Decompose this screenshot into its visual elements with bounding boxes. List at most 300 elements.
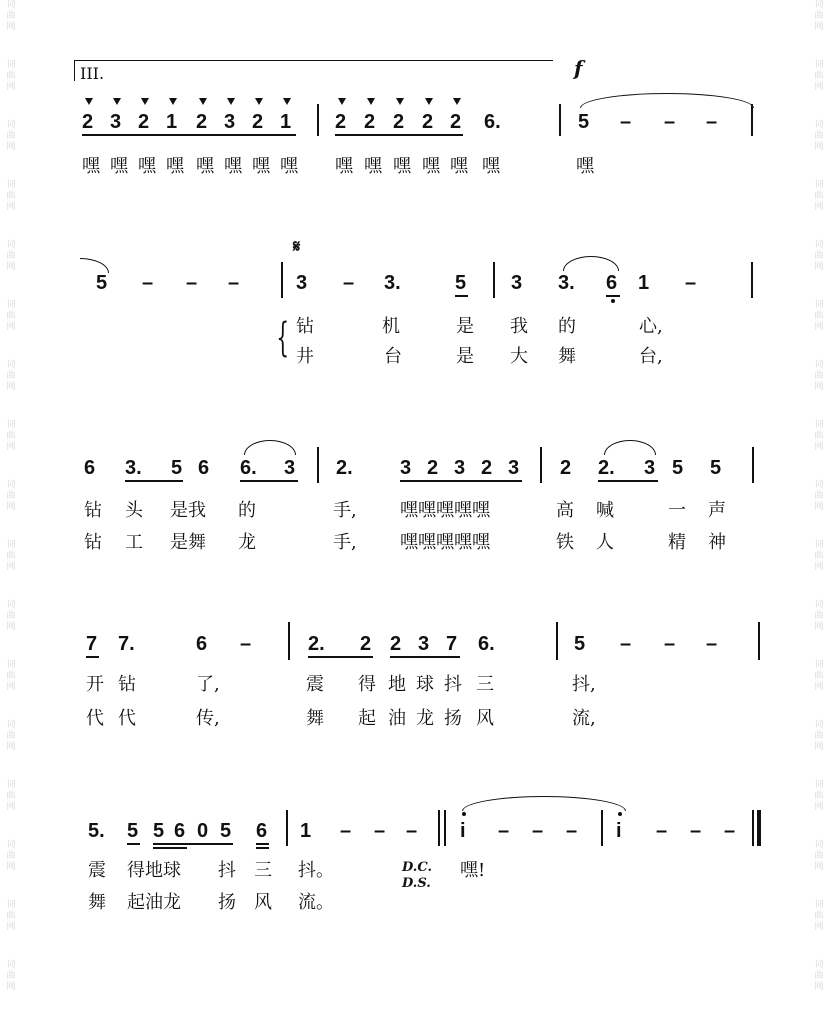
underline (240, 480, 298, 482)
tie-arc (580, 93, 754, 108)
note: 5. (88, 820, 105, 842)
watermark-char: 词 (6, 480, 16, 490)
watermark-char: 网 (814, 202, 824, 212)
watermark-gap (4, 333, 18, 360)
watermark-char: 词 (6, 960, 16, 970)
watermark-char: 网 (814, 502, 824, 512)
lyric: 嘿 (196, 156, 214, 177)
volta-bracket (74, 60, 553, 81)
watermark-char: 词 (6, 540, 16, 550)
watermark-char: 曲 (6, 851, 16, 861)
watermark-char: 曲 (814, 791, 824, 801)
dash: – (656, 820, 668, 842)
lyric: 得 (358, 674, 376, 695)
lyric: 龙 (238, 532, 256, 553)
watermark-char: 网 (6, 682, 16, 692)
barline (281, 262, 283, 298)
watermark-char: 词 (814, 240, 824, 250)
note: 3 (296, 272, 308, 294)
watermark-char: 词 (6, 900, 16, 910)
barline (286, 810, 288, 846)
dash: – (340, 820, 352, 842)
note: 5 (578, 111, 590, 133)
watermark-char: 词 (6, 60, 16, 70)
lyric: 地 (388, 674, 406, 695)
watermark-char: 词 (814, 120, 824, 130)
watermark-char: 词 (814, 660, 824, 670)
lyric: 抖 (444, 674, 462, 695)
note: 2. (308, 633, 325, 655)
lyric: 嘿 (364, 156, 382, 177)
note: 3 (224, 111, 236, 133)
watermark-char: 词 (6, 420, 16, 430)
watermark-char: 曲 (814, 71, 824, 81)
barline (752, 447, 754, 483)
lyric: 舞 (306, 708, 324, 729)
watermark-char: 网 (814, 142, 824, 152)
note: 2 (82, 111, 94, 133)
watermark-char: 曲 (814, 611, 824, 621)
note: 1 (166, 111, 178, 133)
segno-sign: 𝄋 (293, 237, 301, 257)
watermark-gap (4, 153, 18, 180)
lyric: 代 (118, 708, 136, 729)
dash: – (374, 820, 386, 842)
watermark-char: 曲 (814, 671, 824, 681)
lyric: 嘿 (482, 156, 500, 177)
watermark-char: 词 (6, 0, 16, 10)
watermark-gap (812, 273, 826, 300)
note: 6. (240, 457, 257, 479)
watermark-gap (4, 933, 18, 960)
lyric: 钻 (118, 674, 136, 695)
note: 3. (125, 457, 142, 479)
ds-marking: D.S. (402, 876, 431, 891)
watermark-char: 网 (814, 682, 824, 692)
watermark-char: 曲 (6, 731, 16, 741)
lyric: 三 (254, 860, 272, 881)
lyric: 钻 (84, 532, 102, 553)
barline (444, 810, 446, 846)
lyric: 嘿 (82, 156, 100, 177)
final-barline (752, 810, 754, 846)
lyric: 神 (708, 532, 726, 553)
lyric: 流。 (298, 892, 334, 913)
barline (288, 622, 290, 660)
note: 5 (455, 272, 467, 294)
watermark-char: 网 (6, 22, 16, 32)
note: 2 (427, 457, 439, 479)
note: 1 (638, 272, 650, 294)
watermark-gap (4, 33, 18, 60)
lyric: 嘿 (393, 156, 411, 177)
watermark-gap (812, 213, 826, 240)
dash: – (142, 272, 154, 294)
watermark-char: 词 (814, 360, 824, 370)
watermark-char: 网 (814, 322, 824, 332)
lyric: 得地球 (127, 860, 181, 881)
watermark-char: 词 (814, 180, 824, 190)
watermark-char: 词 (6, 120, 16, 130)
note: 6 (256, 820, 268, 842)
watermark-char: 词 (6, 300, 16, 310)
watermark-gap (4, 993, 18, 1020)
watermark-char: 词 (814, 780, 824, 790)
dash: – (240, 633, 252, 655)
watermark-gap (4, 813, 18, 840)
watermark-char: 词 (6, 720, 16, 730)
watermark-char: 曲 (6, 431, 16, 441)
dash: – (498, 820, 510, 842)
underline (82, 134, 296, 136)
watermark-char: 网 (6, 262, 16, 272)
lyric: 心, (639, 316, 663, 337)
lyric: 我 (510, 316, 528, 337)
watermark-gap (4, 213, 18, 240)
watermark-char: 网 (814, 742, 824, 752)
watermark-char: 词 (6, 180, 16, 190)
note: 5 (96, 272, 108, 294)
watermark-char: 词 (814, 60, 824, 70)
dash: – (620, 633, 632, 655)
lyric: 风 (254, 892, 272, 913)
lyric: 大 (510, 346, 528, 367)
note: 5 (672, 457, 684, 479)
accent-mark (396, 98, 404, 105)
lyric: 一 (668, 500, 686, 521)
note: 2. (336, 457, 353, 479)
watermark-gap (4, 273, 18, 300)
watermark-gap (812, 513, 826, 540)
lyric: 起 (358, 708, 376, 729)
lyric: 三 (476, 674, 494, 695)
lyric: 嘿嘿嘿嘿嘿 (400, 500, 490, 521)
accent-mark (85, 98, 93, 105)
watermark-char: 网 (6, 82, 16, 92)
note: 2 (335, 111, 347, 133)
watermark-char: 曲 (814, 251, 824, 261)
note: 6 (174, 820, 186, 842)
watermark-char: 网 (814, 22, 824, 32)
note: 2 (252, 111, 264, 133)
section-label: III. (80, 64, 105, 83)
note: i (460, 820, 466, 842)
watermark-char: 曲 (6, 311, 16, 321)
watermark-char: 网 (6, 142, 16, 152)
dash: – (706, 111, 718, 133)
accent-mark (283, 98, 291, 105)
watermark-gap (4, 393, 18, 420)
watermark-right (812, 0, 826, 1030)
watermark-char: 词 (6, 360, 16, 370)
note: 3 (511, 272, 523, 294)
lyric: 铁 (556, 532, 574, 553)
tie-arc (462, 796, 626, 811)
watermark-char: 网 (6, 622, 16, 632)
watermark-char: 词 (6, 780, 16, 790)
lyric: 人 (596, 532, 614, 553)
watermark-gap (812, 453, 826, 480)
watermark-char: 曲 (814, 491, 824, 501)
note: 5 (153, 820, 165, 842)
note: 2 (390, 633, 402, 655)
underline (153, 847, 187, 849)
note: 3. (384, 272, 401, 294)
watermark-char: 词 (6, 660, 16, 670)
lyric: 龙 (416, 708, 434, 729)
watermark-char: 词 (6, 840, 16, 850)
watermark-char: 词 (814, 480, 824, 490)
lyric: 风 (476, 708, 494, 729)
watermark-char: 网 (814, 562, 824, 572)
watermark-char: 曲 (6, 551, 16, 561)
note: 6. (484, 111, 501, 133)
watermark-gap (4, 873, 18, 900)
note: 3 (400, 457, 412, 479)
lyric: 的 (238, 500, 256, 521)
accent-mark (113, 98, 121, 105)
underline (153, 843, 233, 845)
watermark-gap (4, 633, 18, 660)
lyric: 精 (668, 532, 686, 553)
dash: – (706, 633, 718, 655)
dash: – (664, 633, 676, 655)
note: 2 (393, 111, 405, 133)
low-octave-dot (611, 299, 615, 303)
note: 5 (171, 457, 183, 479)
lyric: 流, (572, 708, 596, 729)
watermark-char: 网 (814, 442, 824, 452)
lyric: 舞 (558, 346, 576, 367)
watermark-char: 曲 (6, 11, 16, 21)
note: 3 (644, 457, 656, 479)
watermark-gap (812, 693, 826, 720)
watermark-gap (4, 573, 18, 600)
watermark-char: 曲 (6, 191, 16, 201)
lyric: 嘿 (335, 156, 353, 177)
watermark-gap (812, 993, 826, 1020)
barline (317, 447, 319, 483)
barline (317, 104, 319, 136)
watermark-char: 曲 (6, 611, 16, 621)
note: 5 (710, 457, 722, 479)
watermark-char: 曲 (814, 851, 824, 861)
watermark-gap (812, 573, 826, 600)
tie-arc (604, 440, 656, 455)
watermark-gap (812, 153, 826, 180)
watermark-gap (812, 813, 826, 840)
note: 2 (360, 633, 372, 655)
lyric: 台 (384, 346, 402, 367)
lyric: 开 (86, 674, 104, 695)
note: 7. (118, 633, 135, 655)
note: 3. (558, 272, 575, 294)
barline (601, 810, 603, 846)
watermark-char: 词 (814, 720, 824, 730)
underline (455, 295, 468, 297)
lyric: 了, (196, 674, 220, 695)
lyric: 油 (388, 708, 406, 729)
watermark-char: 曲 (6, 671, 16, 681)
watermark-char: 网 (6, 502, 16, 512)
underline (390, 656, 460, 658)
tie-arc (563, 256, 619, 271)
dash: – (664, 111, 676, 133)
watermark-char: 网 (6, 982, 16, 992)
watermark-char: 词 (814, 300, 824, 310)
shout-lyric: 嘿! (460, 860, 486, 881)
watermark-char: 曲 (6, 371, 16, 381)
lyric: 嘿 (252, 156, 270, 177)
watermark-char: 词 (814, 960, 824, 970)
dc-marking: D.C. (402, 860, 432, 875)
lyric: 嘿 (138, 156, 156, 177)
dash: – (566, 820, 578, 842)
dash: – (343, 272, 355, 294)
lyric: 工 (125, 532, 143, 553)
note: 2 (138, 111, 150, 133)
watermark-char: 网 (814, 982, 824, 992)
note: 1 (280, 111, 292, 133)
watermark-char: 网 (814, 802, 824, 812)
note: 2 (481, 457, 493, 479)
dash: – (685, 272, 697, 294)
lyric: 嘿 (576, 156, 594, 177)
watermark-char: 词 (6, 600, 16, 610)
accent-mark (227, 98, 235, 105)
watermark-gap (812, 93, 826, 120)
lyric: 舞 (88, 892, 106, 913)
lyric: 抖, (572, 674, 596, 695)
lyric: 手, (333, 500, 357, 521)
note: 3 (110, 111, 122, 133)
watermark-char: 词 (814, 600, 824, 610)
watermark-char: 曲 (6, 71, 16, 81)
lyric: 嘿 (110, 156, 128, 177)
lyric: 起油龙 (127, 892, 181, 913)
watermark-char: 词 (6, 240, 16, 250)
lyric: 声 (708, 500, 726, 521)
lyric: 钻 (84, 500, 102, 521)
lyric: 嘿 (422, 156, 440, 177)
note: 2 (450, 111, 462, 133)
lyric: 是舞 (170, 532, 206, 553)
accent-mark (453, 98, 461, 105)
lyric: 嘿 (280, 156, 298, 177)
barline (493, 262, 495, 298)
watermark-char: 网 (6, 442, 16, 452)
watermark-char: 词 (814, 900, 824, 910)
note: 1 (300, 820, 312, 842)
note: 6 (606, 272, 618, 294)
lyric: 是我 (170, 500, 206, 521)
watermark-gap (812, 633, 826, 660)
dash: – (406, 820, 418, 842)
accent-mark (199, 98, 207, 105)
watermark-char: 曲 (6, 131, 16, 141)
watermark-char: 网 (814, 262, 824, 272)
underline (127, 843, 140, 845)
note: 2 (560, 457, 572, 479)
dynamic-forte: f (574, 56, 583, 80)
watermark-char: 曲 (6, 911, 16, 921)
lyric: 高 (556, 500, 574, 521)
high-octave-dot (618, 812, 622, 816)
lyric: 是 (456, 346, 474, 367)
lyric: 的 (558, 316, 576, 337)
barline (540, 447, 542, 483)
lyric: 嘿 (224, 156, 242, 177)
dash: – (620, 111, 632, 133)
watermark-char: 网 (814, 862, 824, 872)
watermark-char: 网 (814, 382, 824, 392)
note: i (616, 820, 622, 842)
barline (438, 810, 440, 846)
lyric: 震 (88, 860, 106, 881)
watermark-char: 曲 (814, 371, 824, 381)
watermark-char: 曲 (6, 791, 16, 801)
note: 3 (454, 457, 466, 479)
note: 6. (478, 633, 495, 655)
watermark-gap (812, 33, 826, 60)
watermark-char: 曲 (6, 251, 16, 261)
watermark-char: 曲 (814, 311, 824, 321)
accent-mark (141, 98, 149, 105)
barline (751, 104, 753, 136)
note: 6 (84, 457, 96, 479)
lyric: 钻 (296, 316, 314, 337)
note: 6 (196, 633, 208, 655)
dash: – (532, 820, 544, 842)
lyric: 抖。 (298, 860, 334, 881)
underline (400, 480, 522, 482)
accent-mark (338, 98, 346, 105)
dash: – (186, 272, 198, 294)
note: 2. (598, 457, 615, 479)
lyric: 传, (196, 708, 220, 729)
watermark-char: 曲 (814, 551, 824, 561)
underline (606, 295, 620, 297)
watermark-char: 曲 (814, 131, 824, 141)
lyric: 扬 (218, 892, 236, 913)
watermark-gap (812, 333, 826, 360)
high-octave-dot (462, 812, 466, 816)
watermark-char: 网 (6, 202, 16, 212)
lyric: 球 (416, 674, 434, 695)
watermark-char: 网 (6, 742, 16, 752)
lyric: 嘿 (450, 156, 468, 177)
final-barline (757, 810, 761, 846)
note: 3 (418, 633, 430, 655)
note: 6 (198, 457, 210, 479)
underline (256, 847, 269, 849)
watermark-char: 网 (6, 562, 16, 572)
watermark-char: 曲 (814, 971, 824, 981)
watermark-char: 网 (814, 622, 824, 632)
note: 5 (127, 820, 139, 842)
watermark-char: 网 (6, 802, 16, 812)
watermark-char: 曲 (814, 191, 824, 201)
tie-arc (80, 258, 109, 273)
note: 7 (446, 633, 458, 655)
verse-brace: { (276, 315, 290, 361)
lyric: 抖 (218, 860, 236, 881)
watermark-char: 曲 (814, 731, 824, 741)
watermark-gap (4, 453, 18, 480)
barline (556, 622, 558, 660)
lyric: 头 (125, 500, 143, 521)
watermark-char: 曲 (6, 491, 16, 501)
